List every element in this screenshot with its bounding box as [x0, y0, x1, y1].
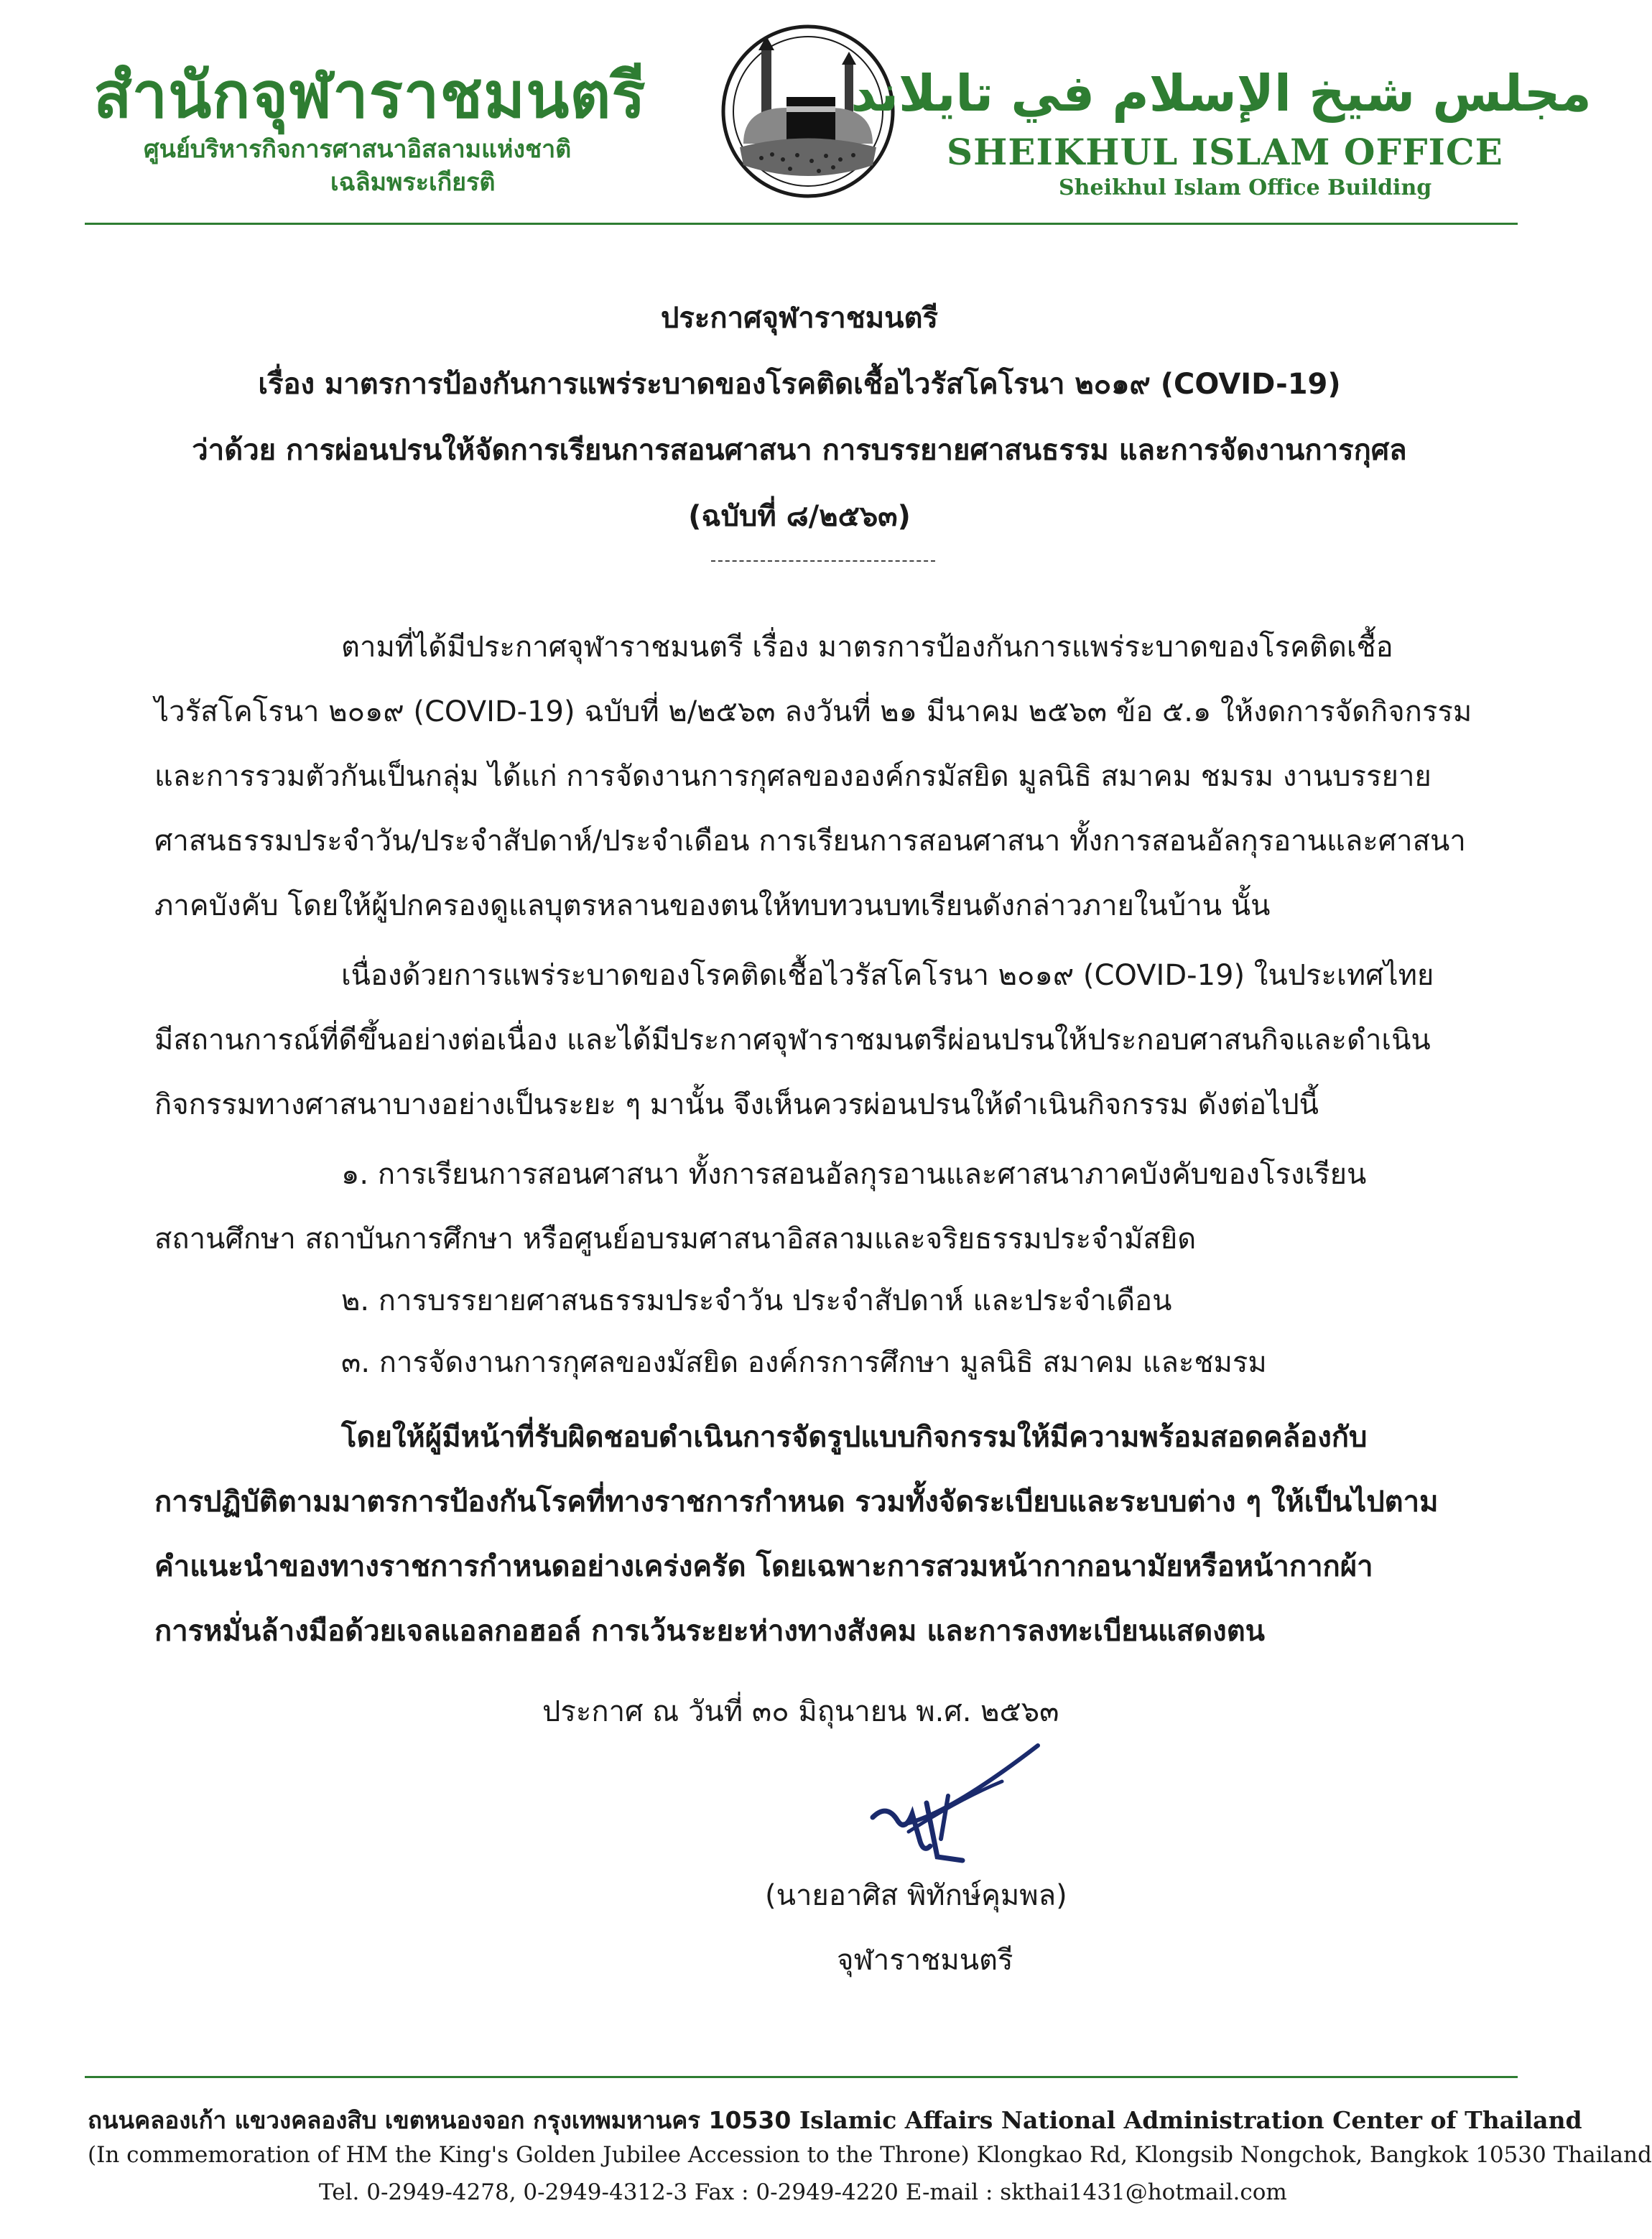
announcement-regarding: ว่าด้วย การผ่อนปรนให้จัดการเรียนการสอนศาสนา การบรรยายศาสนธรรม และการจัดงานการกุศล [192, 434, 1407, 467]
paragraph-1-line: ไวรัสโคโรนา ๒๐๑๙ (COVID-19) ฉบับที่ ๒/๒๕๖๓ ลงวันที่ ๒๑ มีนาคม ๒๕๖๓ ข้อ ๕.๑ ให้งดการจัดกิจกรรม [154, 695, 1472, 728]
footer-center-name: Islamic Affairs National Administration Center of Thailand [799, 2106, 1582, 2134]
handwritten-signature-icon [858, 1731, 1052, 1882]
signatory-title: จุฬาราชมนตรี [837, 1944, 1013, 1977]
list-item: ๒. การบรรยายศาสนธรรมประจำวัน ประจำสัปดาห์ และประจำเดือน [341, 1284, 1172, 1317]
paragraph-1-line: และการรวมตัวกันเป็นกลุ่ม ได้แก่ การจัดงานการกุศลขององค์กรมัสยิด มูลนิธิ สมาคม ชมรม งานบรรยาย [154, 760, 1431, 793]
paragraph-2-line: มีสถานการณ์ที่ดีขึ้นอย่างต่อเนื่อง และได้มีประกาศจุฬาราชมนตรีผ่อนปรนให้ประกอบศาสนกิจและดำเนิน [154, 1024, 1431, 1057]
paragraph-2-line: เนื่องด้วยการแพร่ระบาดของโรคติดเชื้อไวรัสโคโรนา ๒๐๑๙ (COVID-19) ในประเทศไทย [341, 959, 1434, 992]
announcement-subject: เรื่อง มาตรการป้องกันการแพร่ระบาดของโรคติดเชื้อไวรัสโคโรนา ๒๐๑๙ (COVID-19) [258, 368, 1341, 401]
letterhead-thai-title: สำนักจุฬาราชมนตรี [93, 58, 646, 132]
letterhead-english-subtitle: Sheikhul Islam Office Building [1059, 175, 1432, 200]
announcement-date: ประกาศ ณ วันที่ ๓๐ มิถุนายน พ.ศ. ๒๕๖๓ [542, 1695, 1059, 1728]
footer-commemoration-line: (In commemoration of HM the King's Golden Jubilee Accession to the Throne) Klongkao Rd, Klongsib Nongchok, Bangkok 10530 Thailand [88, 2142, 1652, 2168]
letterhead-thai-subtitle: ศูนย์บริหารกิจการศาสนาอิสลามแห่งชาติ [144, 135, 572, 164]
paragraph-3-line: โดยให้ผู้มีหน้าที่รับผิดชอบดำเนินการจัดรูปแบบกิจกรรมให้มีความพร้อมสอดคล้องกับ [341, 1421, 1368, 1454]
paragraph-2-line: กิจกรรมทางศาสนาบางอย่างเป็นระยะ ๆ มานั้น จึงเห็นควรผ่อนปรนให้ดำเนินกิจกรรม ดังต่อไปนี้ [154, 1088, 1319, 1121]
list-item: ๓. การจัดงานการกุศลของมัสยิด องค์กรการศึกษา มูลนิธิ สมาคม และชมรม [341, 1346, 1267, 1379]
footer-contact-line: Tel. 0-2949-4278, 0-2949-4312-3 Fax : 0-2949-4220 E-mail : skthai1431@hotmail.com [319, 2179, 1287, 2205]
announcement-issue-number: (ฉบับที่ ๘/๒๕๖๓) [688, 500, 911, 533]
signatory-name: (นายอาศิส พิทักษ์คุมพล) [765, 1879, 1067, 1912]
arabic-calligraphy-title-icon [850, 52, 1592, 131]
list-item: สถานศึกษา สถาบันการศึกษา หรือศูนย์อบรมศาสนาอิสลามและจริยธรรมประจำมัสยิด [154, 1223, 1197, 1256]
paragraph-3-line: การปฏิบัติตามมาตรการป้องกันโรคที่ทางราชการกำหนด รวมทั้งจัดระเบียบและระบบต่าง ๆ ให้เป็นไปตาม [154, 1485, 1439, 1519]
paragraph-1-line: ภาคบังคับ โดยให้ผู้ปกครองดูแลบุตรหลานของตนให้ทบทวนบทเรียนดังกล่าวภายในบ้าน นั้น [154, 889, 1271, 922]
header-divider [85, 223, 1518, 225]
letterhead-thai-subtitle-2: เฉลิมพระเกียรติ [330, 168, 496, 197]
footer-divider [85, 2076, 1518, 2078]
list-item: ๑. การเรียนการสอนศาสนา ทั้งการสอนอัลกุรอานและศาสนาภาคบังคับของโรงเรียน [341, 1158, 1367, 1191]
arabic-title: مجلس شيخ الإسلام في تايلاند [850, 64, 1592, 123]
footer-thai-address: ถนนคลองเก้า แขวงคลองสิบ เขตหนองจอก กรุงเทพมหานคร 10530 [88, 2106, 792, 2134]
paragraph-1-line: ตามที่ได้มีประกาศจุฬาราชมนตรี เรื่อง มาตรการป้องกันการแพร่ระบาดของโรคติดเชื้อ [341, 631, 1393, 664]
announcement-title: ประกาศจุฬาราชมนตรี [661, 302, 938, 335]
paragraph-1-line: ศาสนธรรมประจำวัน/ประจำสัปดาห์/ประจำเดือน การเรียนการสอนศาสนา ทั้งการสอนอัลกุรอานและศาสนา [154, 825, 1466, 858]
footer-address-line [88, 2101, 1582, 2139]
paragraph-3-line: คำแนะนำของทางราชการกำหนดอย่างเคร่งครัด โดยเฉพาะการสวมหน้ากากอนามัยหรือหน้ากากผ้า [154, 1550, 1373, 1583]
title-separator [711, 560, 935, 562]
paragraph-3-line: การหมั่นล้างมือด้วยเจลแอลกอฮอล์ การเว้นระยะห่างทางสังคม และการลงทะเบียนแสดงตน [154, 1615, 1266, 1648]
letterhead-english-title: SHEIKHUL ISLAM OFFICE [947, 131, 1503, 173]
